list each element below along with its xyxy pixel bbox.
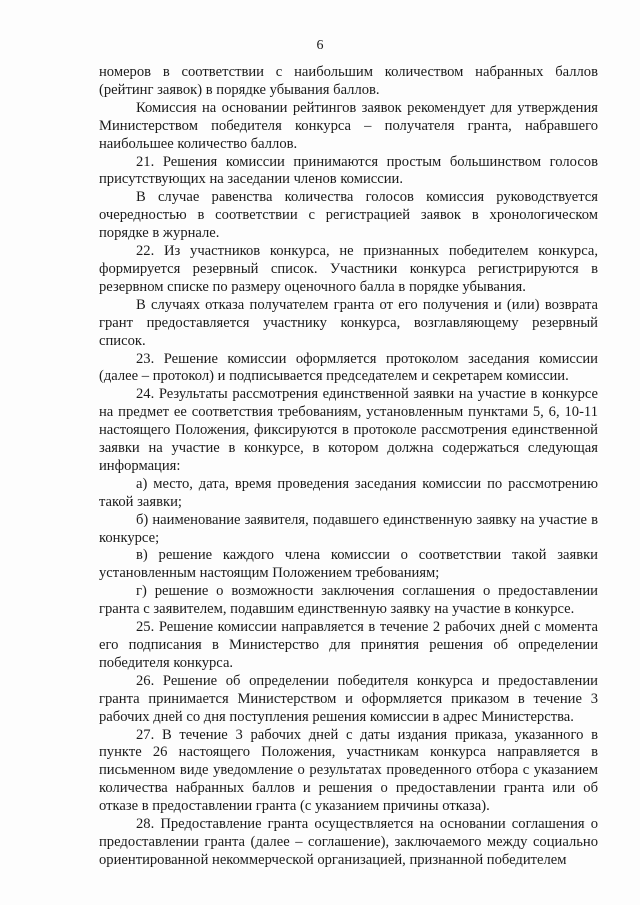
paragraph-item-a: а) место, дата, время проведения заседания комиссии по рассмотрению такой заявки; <box>99 475 598 510</box>
paragraph-clause-24: 24. Результаты рассмотрения единственной заявки на участие в конкурсе на предмет ее соответствия требованиям, установленным пунктами 5, 6, 10-11 настоящего Положения, фиксируются в протоколе рассмотрения единственной заявки на участие в конкурсе, в котором должна содержаться следующая информация: <box>99 386 598 474</box>
paragraph-clause-28: 28. Предоставление гранта осуществляется на основании соглашения о предоставлении гранта (далее – соглашение), заключаемого между социально ориентированной некоммерческой организацией, признанной победителем <box>99 816 598 868</box>
paragraph-clause-26: 26. Решение об определении победителя конкурса и предоставлении гранта принимается Министерством и оформляется приказом в течение 3 рабочих дней со дня поступления решения комиссии в адрес Министерства. <box>99 672 598 725</box>
paragraph-item-v: в) решение каждого члена комиссии о соответствии такой заявки установленным настоящим Положением требованиям; <box>99 547 598 582</box>
document-body <box>99 64 598 870</box>
paragraph-equal-votes: В случае равенства количества голосов комиссия руководствуется очередностью в соответствии с регистрацией заявок в хронологическом порядке в журнале. <box>99 189 598 242</box>
paragraph-item-g: г) решение о возможности заключения соглашения о предоставлении гранта с заявителем, подавшим единственную заявку на участие в конкурсе. <box>99 583 598 618</box>
paragraph-commission-recommendation: Комиссия на основании рейтингов заявок рекомендует для утверждения Министерством победителя конкурса – получателя гранта, набравшего наибольшее количество баллов. <box>99 99 598 152</box>
page-number: 6 <box>316 38 324 53</box>
paragraph-clause-21: 21. Решения комиссии принимаются простым большинством голосов присутствующих на заседании членов комиссии. <box>99 153 598 188</box>
paragraph-refusal-reserve: В случаях отказа получателем гранта от его получения и (или) возврата грант предоставляется участнику конкурса, возглавляющему резервный список. <box>99 296 598 349</box>
paragraph-clause-23: 23. Решение комиссии оформляется протоколом заседания комиссии (далее – протокол) и подписывается председателем и секретарем комиссии. <box>99 350 598 385</box>
paragraph-clause-22: 22. Из участников конкурса, не признанных победителем конкурса, формируется резервный список. Участники конкурса регистрируются в резервном списке по размеру оценочного балла в порядке убывания. <box>99 243 598 295</box>
paragraph-item-b: б) наименование заявителя, подавшего единственную заявку на участие в конкурсе; <box>99 511 598 546</box>
paragraph-ranking-continuation: номеров в соответствии с наибольшим количеством набранных баллов (рейтинг заявок) в порядке убывания баллов. <box>99 64 598 98</box>
paragraph-clause-27: 27. В течение 3 рабочих дней с даты издания приказа, указанного в пункте 26 настоящего Положения, участникам конкурса направляется в письменном виде уведомление о результатах проведенного отбора с указанием количества набранных баллов и решения о предоставлении гранта или об отказе в предоставлении гранта (с указанием причины отказа). <box>99 726 598 815</box>
paragraph-clause-25: 25. Решение комиссии направляется в течение 2 рабочих дней с момента его подписания в Министерство для принятия решения об определении победителя конкурса. <box>99 619 598 671</box>
